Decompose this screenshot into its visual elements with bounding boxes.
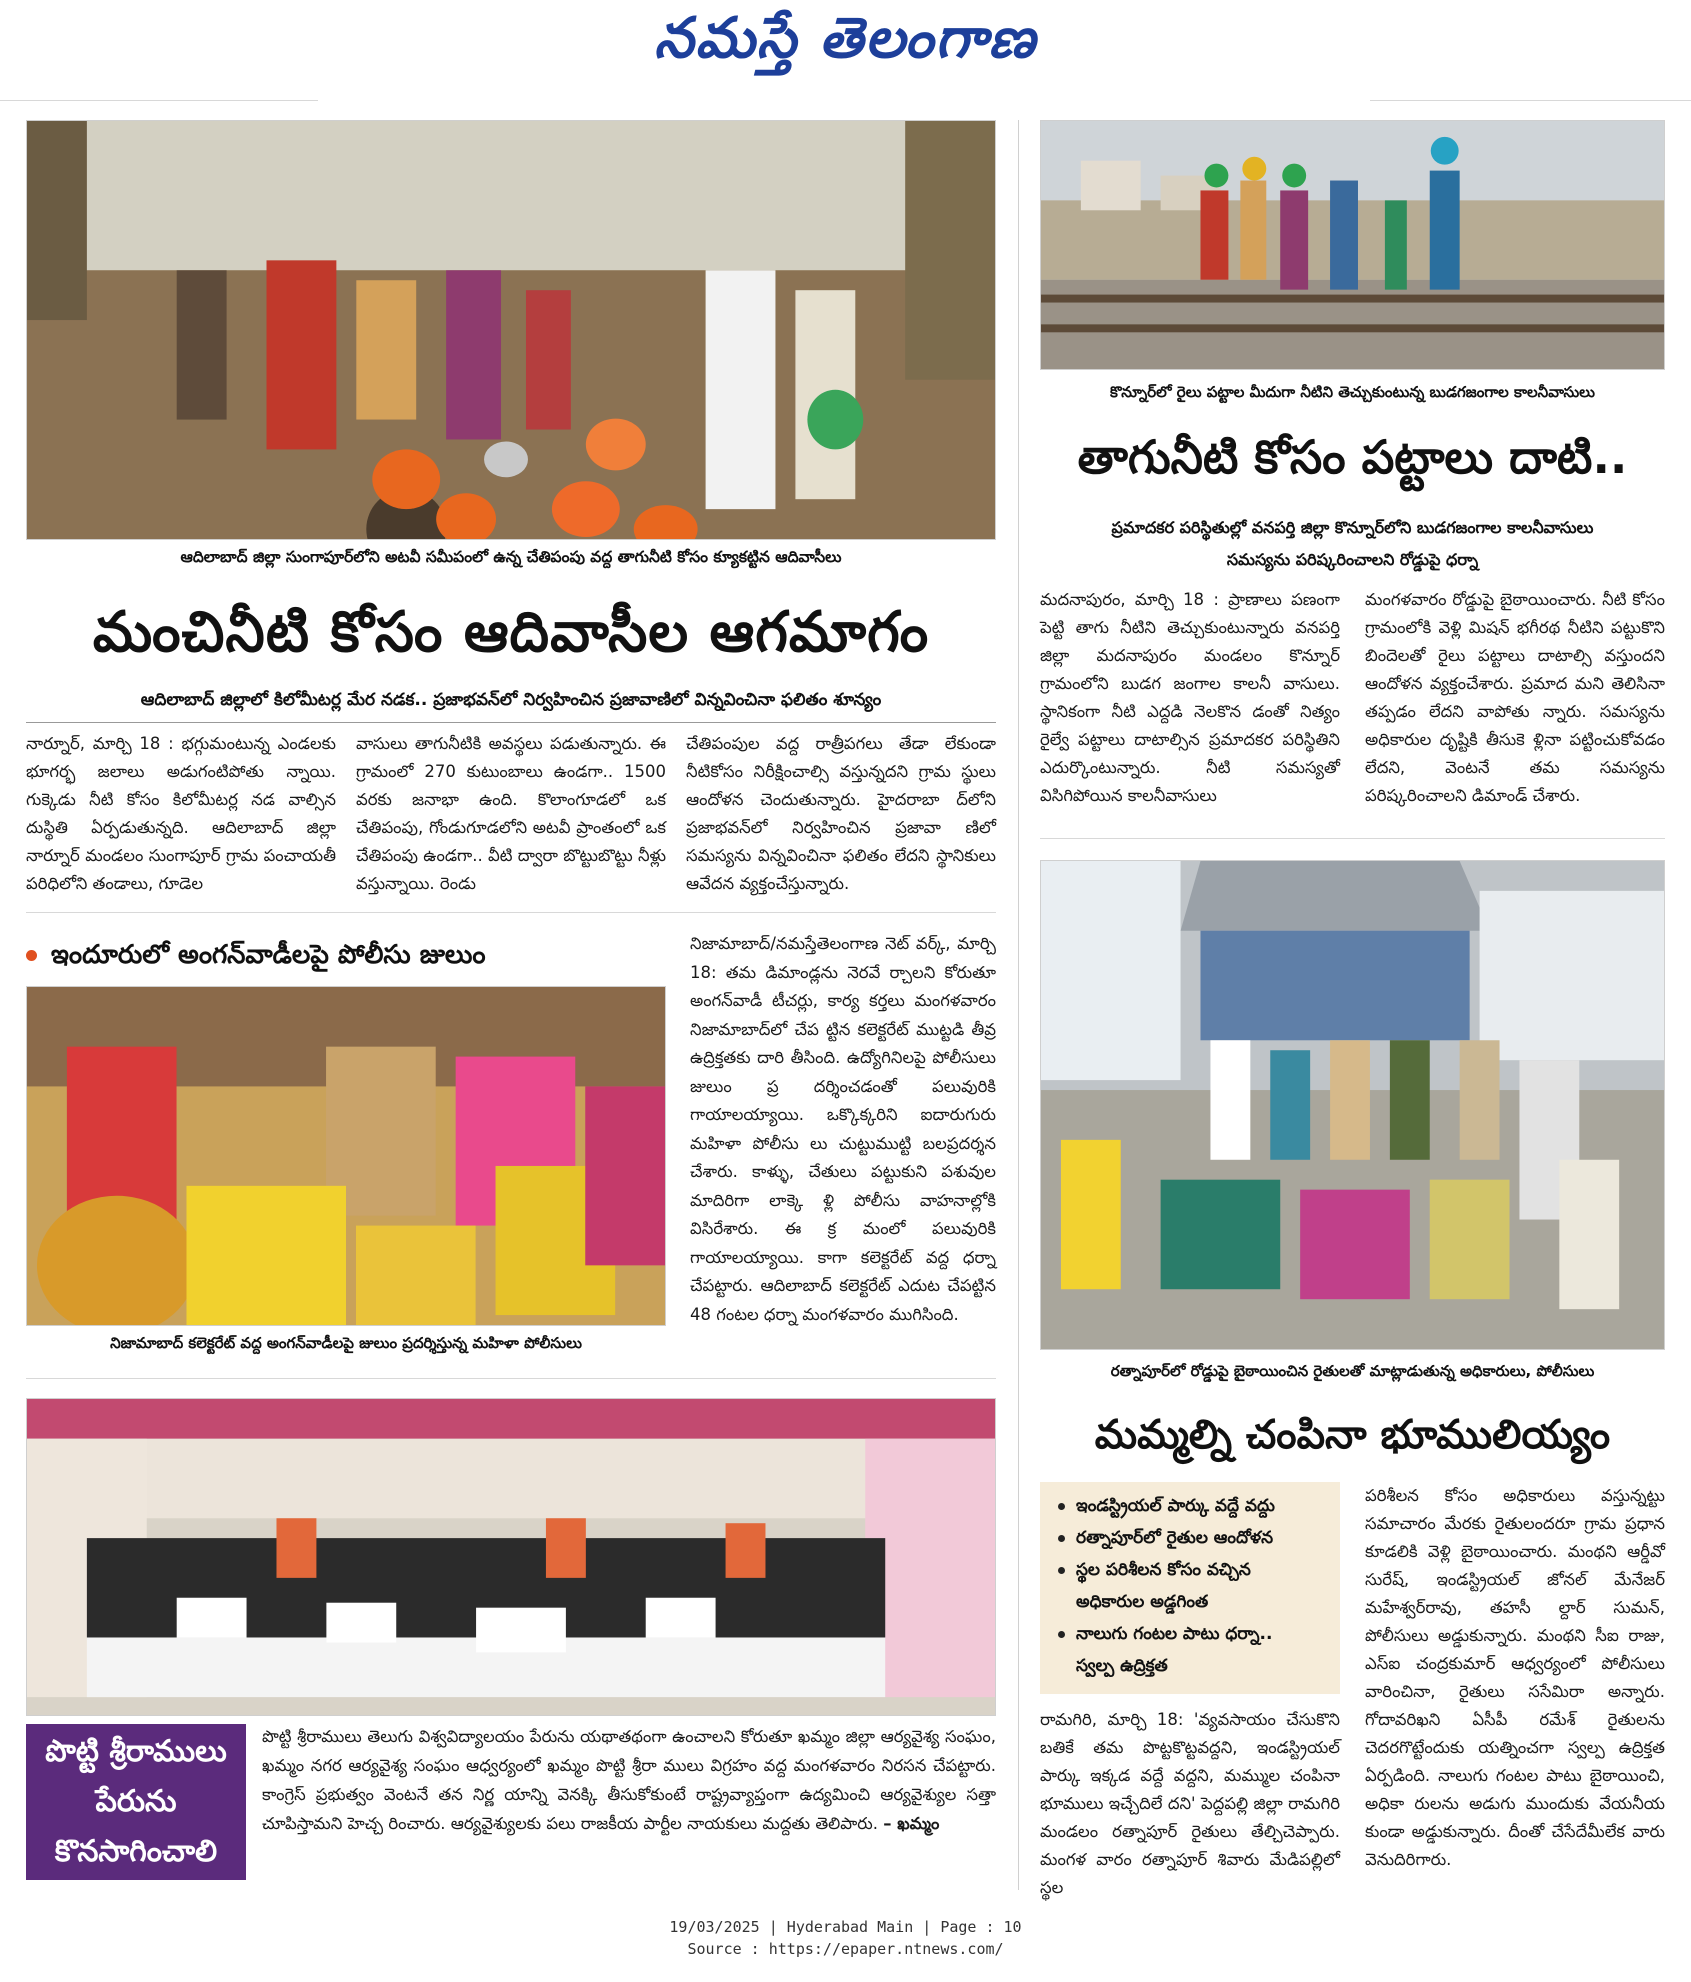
footer-source-link[interactable]: Source : https://epaper.ntnews.com/ [687,1940,1004,1958]
story3-body: నిజామాబాద్/నమస్తేతెలంగాణ నెట్ వర్క్, మార్చి 18: తమ డిమాండ్లను నెరవే ర్చాలని కోరుతూ అంగన్‌వాడీ టీచర్లు, కార్య కర్తలు మంగళవారం నిజామాబాద్‌లో చేప ట్టిన కలెక్టరేట్ ముట్టడి తీవ్ర ఉద్రిక్తతకు దారి తీసింది. ఉద్యోగినిలపై పోలీసులు జులుం ప్ర దర్శించడంతో పలువురికి గాయాలయ్యాయి. ఒక్కొక్కరిని ఐదారుగురు మహిళా పోలీసు లు చుట్టుముట్టి బలప్రదర్శన చేశారు. కాళ్ళు, చేతులు పట్టుకుని పశువుల మాదిరిగా లాక్కె ళ్లి పోలీసు వాహనాల్లోకి విసిరేశారు. ఈ క్ర మంలో పలువురికి గాయాలయ్యాయి. కాగా కలెక్టరేట్ వద్ద ధర్నా చేపట్టారు. ఆదిలాబాద్ కలెక్టరేట్ ఎదుట చేపట్టిన 48 గంటల ధర్నా మంగళవారం ముగిసింది. [690,934,996,1324]
masthead-title: నమస్తే తెలంగాణ [654,6,1037,71]
story5-title-line: పేరును [95,1784,177,1819]
masthead-rule-left [0,100,318,101]
story5-dateline: – ఖమ్మం [883,1814,940,1833]
story1-bottom-rule [26,912,996,913]
bullet-icon [26,950,37,961]
story5-photo [26,1398,996,1716]
story1-photo-caption: ఆదిలాబాద్ జిల్లా సుంగాపూర్‌లోని అటవీ సమీపంలో ఉన్న చేతిపంపు వద్ద తాగునీటి కోసం క్యూకట్టిన ఆదివాసీలు [180,548,842,566]
story2-subhead2: సమస్యను పరిష్కరించాలని రోడ్డుపై ధర్నా [1226,550,1479,569]
story4-photo [1040,860,1665,1350]
story1-subhead: ఆదిలాబాద్ జిల్లాలో కిలోమీటర్ల మేర నడక.. ప్రజాభవన్‌లో నిర్వహించిన ప్రజావాణిలో విన్నవించినా ఫలితం శూన్యం [140,690,882,710]
story2-photo [1040,120,1665,370]
bullet-icon [1058,1631,1065,1638]
story1-photo [26,120,996,540]
bullet-icon [1058,1535,1065,1542]
story4-col2: పరిశీలన కోసం అధికారులు వస్తున్నట్టు సమాచారం మేరకు రైతులందరూ గ్రామ ప్రధాన కూడలికి వెళ్లి బైఠాయించారు. మంథని ఆర్డీవో సురేష్, ఇండస్ట్రియల్ జోనల్ మేనేజర్ మహేశ్వర్‌రావు, తహసీ ల్దార్ సుమన్, పోలీసులు అడ్డుకున్నారు. మంథని సీఐ రాజు, ఎస్ఐ చంద్రకుమార్ ఆధ్వర్యంలో పోలీసులు వారించినా, రైతులు ససేమిరా అన్నారు. గోదావరిఖని ఏసీపీ రమేశ్ రైతులను చెదరగొట్టేందుకు యత్నించగా స్వల్ప ఉద్రిక్తత ఏర్పడింది. నాలుగు గంటల పాటు బైఠాయించి, అధికా రులను అడుగు ముందుకు వేయనీయ కుండా అడ్డుకున్నారు. దీంతో చేసేదేమీలేక వారు వెనుదిరిగారు. [1365,1486,1665,1869]
story4-photo-caption: రత్నాపూర్‌లో రోడ్డుపై బైఠాయించిన రైతులతో మాట్లాడుతున్న అధికారులు, పోలీసులు [1110,1362,1595,1380]
story2-subhead1: ప్రమాదకర పరిస్థితుల్లో వనపర్తి జిల్లా కొన్నూర్‌లోని బుడగజంగాల కాలనీవాసులు [1111,518,1594,537]
bullet-icon [1058,1503,1065,1510]
story3-headline-wrap [26,940,666,976]
story4-bullet-continued: అధికారుల అడ్డగింత [1076,1592,1209,1612]
story4-bullet-continued: స్వల్ప ఉద్రిక్తత [1076,1656,1168,1676]
story4-bullet: ఇండస్ట్రియల్ పార్కు వద్దే వద్దు [1058,1490,1330,1522]
story1-col1: నార్నూర్, మార్చి 18 : భగ్గుమంటున్న ఎండలకు భూగర్భ జలాలు అడుగంటిపోతు న్నాయి. గుక్కెడు నీటి కోసం కిలోమీటర్ల నడ వాల్సిన దుస్థితి ఏర్పడుతున్నది. ఆదిలాబాద్ జిల్లా నార్నూర్ మండలం సుంగాపూర్ గ్రామ పంచాయతీ పరిధిలోని తండాలు, గూడెల [26,734,336,893]
story2-col2: మంగళవారం రోడ్డుపై బైఠాయించారు. నీటి కోసం గ్రామంలోకి వెళ్లి మిషన్ భగీరథ నీటిని పట్టుకొని బిందెలతో రైలు పట్టాలు దాటాల్సి వస్తుందని ఆందోళన వ్యక్తంచేశారు. ప్రమాద మని తెలిసినా తప్పడం లేదని వాపోతు న్నారు. సమస్యను అధికారుల దృష్టికి తీసుకె ళ్లినా పట్టించుకోవడం లేదని, వెంటనే తమ సమస్యను పరిష్కరించాలని డిమాండ్ చేశారు. [1365,590,1665,805]
story3-bottom-rule [26,1378,996,1379]
story2-photo-caption: కొన్నూర్‌లో రైలు పట్టాల మీదుగా నీటిని తెచ్చుకుంటున్న బుడగజంగాల కాలనీవాసులు [1110,383,1595,401]
story4-bullet: నాలుగు గంటల పాటు ధర్నా.. [1058,1618,1330,1650]
story4-bullet: స్థల పరిశీలన కోసం వచ్చిన [1058,1554,1330,1586]
story1-col2: వాసులు తాగునీటికి అవస్థలు పడుతున్నారు. ఈ గ్రామంలో 270 కుటుంబాలు ఉండగా.. 1500 వరకు జనాభా ఉంది. కొలాంగూడలో ఒక చేతిపంపు, గోండుగూడలోని అటవీ ప్రాంతంలో ఒక చేతిపంపు ఉండగా.. వీటి ద్వారా బొట్టుబొట్టు నీళ్లు వస్తున్నాయి. రెండు [356,734,666,893]
story4-headline: మమ్మల్ని చంపినా భూములియ్యం [1094,1412,1611,1458]
story5-body: పొట్టి శ్రీరాములు తెలుగు విశ్వవిద్యాలయం పేరును యథాతథంగా ఉంచాలని కోరుతూ ఖమ్మం జిల్లా ఆర్యవైశ్య సంఘం, ఖమ్మం నగర ఆర్యవైశ్య సంఘం ఆధ్వర్యంలో ఖమ్మం పొట్టి శ్రీరా ములు విగ్రహం వద్ద మంగళవారం నిరసన చేపట్టారు. కాంగ్రెస్ ప్రభుత్వం వెంటనే తన నిర్ణ యాన్ని వెనక్కి తీసుకోకుంటే రాష్ట్రవ్యాప్తంగా ఉద్యమించి ఆర్యవైశ్యుల సత్తా చూపిస్తామని హెచ్చ రించారు. ఆర్యవైశ్యులకు పలు రాజకీయ పార్టీల నాయకులు మద్దతు తెలిపారు. [262,1727,996,1833]
story4-bullet: రత్నాపూర్‌లో రైతుల ఆందోళన [1058,1522,1330,1554]
story3-photo [26,986,666,1326]
story5-title-line: పొట్టి శ్రీరాములు [45,1734,227,1769]
story2-headline: తాగునీటి కోసం పట్టాలు దాటి.. [1077,430,1628,484]
story4-col1: రామగిరి, మార్చి 18: 'వ్యవసాయం చేసుకొని బతికే తమ పొట్టకొట్టవద్దని, ఇండస్ట్రియల్ పార్కు ఇక్కడ వద్దే వద్దని, మమ్ముల చంపినా భూములు ఇచ్చేదిలే దని' పెద్దపల్లి జిల్లా రామగిరి మండలం రత్నాపూర్ రైతులు తేల్చిచెప్పారు. మంగళ వారం రత్నాపూర్ శివారు మేడిపల్లిలో స్థల [1040,1710,1340,1897]
story5-body-wrap [262,1722,996,1838]
story5-title-box [26,1724,246,1880]
masthead-rule-right [1370,100,1691,101]
masthead [0,0,1691,100]
story3-headline: ఇందూరులో అంగన్‌వాడీలపై పోలీసు జులుం [51,940,486,970]
column-divider [1018,120,1019,1890]
bullet-icon [1058,1567,1065,1574]
story3-photo-caption: నిజామాబాద్ కలెక్టరేట్ వద్ద అంగన్‌వాడీలపై జులుం ప్రదర్శిస్తున్న మహిళా పోలీసులు [110,1334,582,1352]
story2-bottom-rule [1040,838,1665,839]
story1-headline: మంచినీటి కోసం ఆదివాసీల ఆగమాగం [92,600,930,665]
footer-edition-info: 19/03/2025 | Hyderabad Main | Page : 10 [669,1918,1022,1936]
story2-col1: మదనాపురం, మార్చి 18 : ప్రాణాలు పణంగా పెట్టి తాగు నీటిని తెచ్చుకుంటున్నారు వనపర్తి జిల్లా మదనాపురం మండలం కొన్నూర్ గ్రామంలోని బుడగ జంగాల కాలనీ వాసులు. స్థానికంగా నీటి ఎద్దడి నెలకొన డంతో నిత్యం రైల్వే పట్టాలు దాటాల్సిన ప్రమాదకర పరిస్థితిని ఎదుర్కొంటున్నారు. నీటి సమస్యతో విసిగిపోయిన కాలనీవాసులు [1040,590,1340,805]
story1-col3: చేతిపంపుల వద్ద రాత్రీపగలు తేడా లేకుండా నీటికోసం నిరీక్షించాల్సి వస్తున్నదని గ్రామ స్థులు ఆందోళన చెందుతున్నారు. హైదరాబా ద్‌లోని ప్రజాభవన్‌లో నిర్వహించిన ప్రజావా ణిలో సమస్యను విన్నవించినా ఫలితం లేదని స్థానికులు ఆవేదన వ్యక్తంచేస్తున్నారు. [686,734,996,893]
story1-subhead-rule [26,722,996,723]
story5-title-line: కొనసాగించాలి [54,1834,218,1869]
story4-bullet-box [1040,1482,1340,1694]
